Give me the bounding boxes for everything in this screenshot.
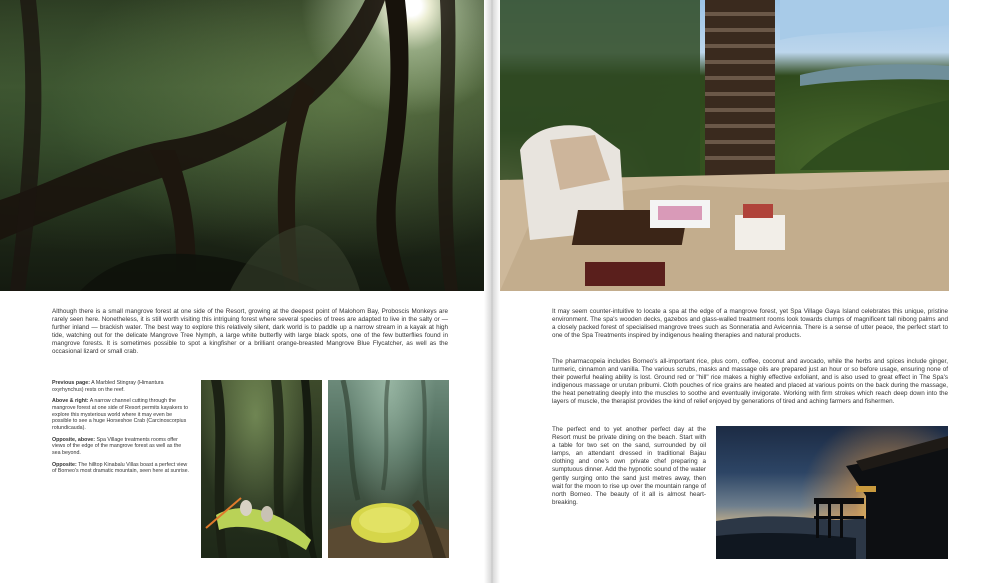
caption-text: The hilltop Kinabalu Villas boast a perfect view of Borneo's most dramatic mountain, seen here at sunrise. <box>52 461 190 475</box>
caption-text: A Marbled Stingray (Himantura oxyrhynchus) rests on the reef. <box>52 380 164 393</box>
caption-text: Spa Village treatments rooms offer views of the edge of the mangrove forest as well as the sea beyond. <box>52 436 182 456</box>
caption-label: Above & right: <box>52 398 89 405</box>
private-dining-paragraph: The perfect end to yet another perfect day at the Resort must be private dining on the beach. Start with a table for two set on the sand, surrounded by oil lamps, an attendant dressed in traditional Bajau clothing and one's own private chef preparing a sumptuous dinner. Add the hypnotic sound of the water gently surging onto the sand just metres away, then wait for the moon to rise up over the mountain range of north Borneo. The beauty of it all is almost heart-breaking. <box>552 426 706 506</box>
spa-deck-photo <box>500 0 949 291</box>
caption-label: Opposite: <box>52 461 77 468</box>
kinabalu-villa-sunrise-photo <box>716 426 948 559</box>
pharmacopeia-paragraph: The pharmacopeia includes Borneo's all-important rice, plus corn, coffee, coconut and avocado, while the herbs and spices include ginger, turmeric, cinnamon and vanilla. The various scrubs, masks and massage oils are prepared just an hour or so before usage, ensuring none of their powerful healing ability is lost. Ground red or "hill" rice makes a highly effective exfoliant, and is also used to great effect in The Spa's indigenous massage or urutan pribumi. Cloth pouches of rice grains are heated and placed at various points on the back during the massage, the heat penetrating deeply into the muscles to soothe and eventually invigorate. Working with firm strokes which reach deep down into the layers of muscle, the therapist provides the kind of relief enjoyed by generations of tired and aching farmers and fishermen. <box>552 358 948 406</box>
caption-opposite <box>52 462 191 475</box>
caption-text: A narrow channel cutting through the mangrove forest at one side of Resort permits kayakers to explore this mysterious world where it may even be possible to see a huge Horseshoe Crab (Carcinoscorpius rotundicauda). <box>52 398 189 431</box>
spa-paragraph: It may seem counter-intuitive to locate a spa at the edge of a mangrove forest, yet Spa Village Gaya Island celebrates this unique, pristine environment. The spa's wooden decks, gazebos and glass-walled treatment rooms look towards clumps of magnificent tall nibong palms and a closely packed forest of specialised mangrove trees such as Sonneratia and Avicennia. There is a sense of utter peace, the perfect start to one of the Spa Treatments inspired by indigenous healing therapies and natural products. <box>552 308 948 340</box>
photo-captions <box>52 380 191 480</box>
caption-label: Opposite, above: <box>52 436 95 443</box>
caption-opposite-above <box>52 437 191 457</box>
caption-label: Previous page: <box>52 380 90 386</box>
mangrove-forest-photo <box>0 0 484 291</box>
horseshoe-crab-photo <box>328 380 449 558</box>
mangrove-intro-paragraph: Although there is a small mangrove forest at one side of the Resort, growing at the deepest point of Malohom Bay, Proboscis Monkeys are rarely seen here. Nonetheless, it is still worth visiting this intriguing forest where several species of trees are adapted to live in the salty or — further inland — brackish water. The best way to explore this relatively silent, dark world is to paddle up a narrow stream in a kayak at high tide, watching out for the delicate Mangrove Tree Nymph, a large white butterfly with large black spots, one of the few butterflies found in mangrove forests. It is sometimes possible to spot a kingfisher or a brilliant orange-breasted Mangrove Blue Flycatcher, as well as the occasional lizard or small crab. <box>52 308 448 356</box>
kayak-channel-photo <box>201 380 322 558</box>
page-gutter <box>484 0 500 583</box>
caption-previous-page <box>52 380 191 393</box>
caption-above-right <box>52 398 191 431</box>
